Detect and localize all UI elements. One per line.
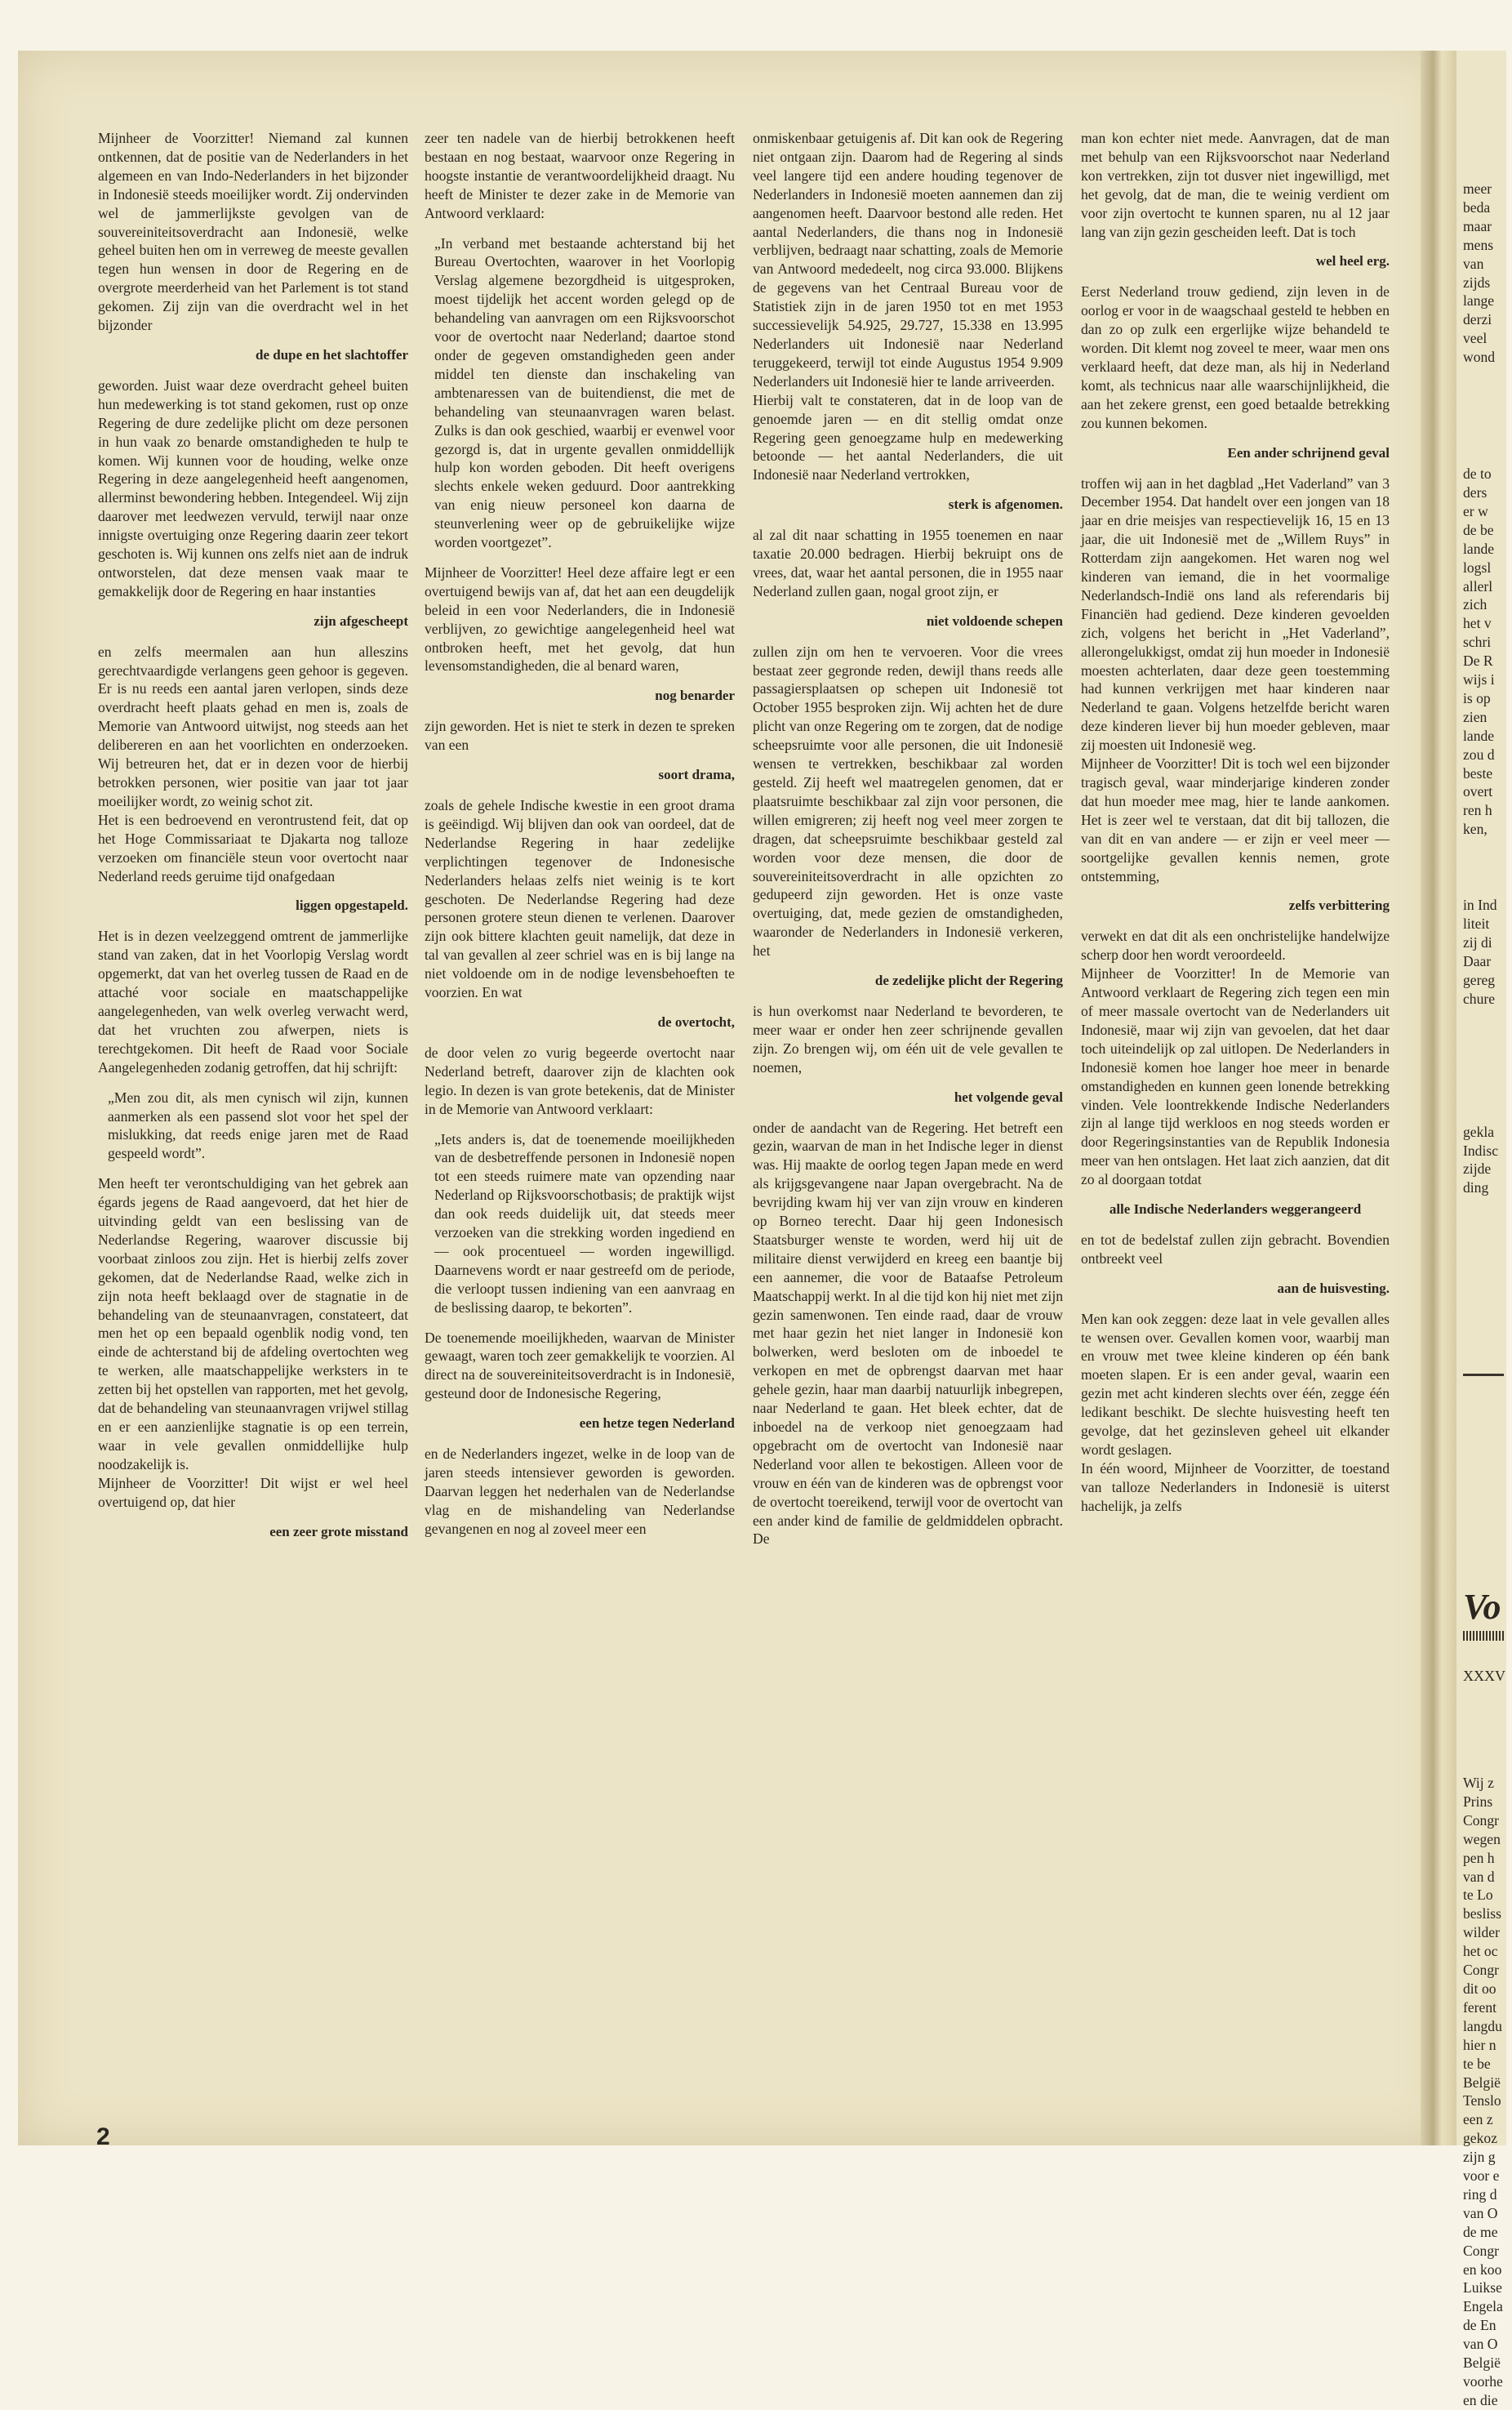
paragraph: onmiskenbaar getuigenis af. Dit kan ook de Regering niet ontgaan zijn. Daarom had de Regering al sinds veel langere tijd een andere houding tegenover de Nederlanders in Indonesië moeten aannemen dan zij aangenomen heeft. Daarvoor bestond alle reden. Het aantal Nederlanders, die thans nog in Indonesië verblijven, bedraagt naar schatting, zoals de Memorie van Antwoord mededeelt, nog circa 93.000. Blijkens de gegevens van het Centraal Bureau voor de Statistiek zijn in de jaren 1950 tot en met 1953 successievelijk 54.925, 29.727, 15.338 en 13.995 Nederlanders uit Indonesië naar Nederland teruggekeerd, terwijl tot einde Augustus 1954 9.909 Nederlanders uit Indonesië hier te lande arriveerden. — [753, 130, 1063, 390]
book-spine — [1421, 51, 1456, 2145]
paragraph: Mijnheer de Voorzitter! Heel deze affaire legt er een overtuigend bewijs van af, dat het aan een deugdelijk beleid in een voor Nederlanders, die in Indonesië verblijven, zo gewichtige aangelegenheid heel wat ontbroken heeft, met het gevolg, dat hun levensomstandigheden, die al benard waren, — [425, 564, 735, 675]
paragraph: verwekt en dat dit als een onchristelijke handelwijze scherp door hen wordt veroordeeld. — [1081, 928, 1390, 964]
adjacent-text-line: het v — [1463, 615, 1492, 632]
adjacent-text-line: ken, — [1463, 821, 1488, 838]
adjacent-text-line: voor e — [1463, 2167, 1500, 2185]
adjacent-text-line: van d — [1463, 1868, 1495, 1885]
adjacent-text-line: meer — [1463, 180, 1492, 197]
adjacent-text-line: maar — [1463, 217, 1492, 234]
adjacent-text-line: Prins — [1463, 1793, 1493, 1810]
adjacent-text-line: Indisc — [1463, 1142, 1498, 1159]
subheading: de zedelijke plicht der Regering — [874, 973, 1063, 989]
adjacent-text-line: Congr — [1463, 1811, 1499, 1829]
paragraph: geworden. Juist waar deze overdracht geheel buiten hun medewerking is tot stand gekomen, rust op onze Regering de dure zedelijke plicht om deze personen in hun vaak zo benarde omstandigheden te hulp te komen. Wij kunnen voor de houding, welke onze Regering in deze aangelegenheid heeft aangenomen, allerminst bewondering hebben. Integendeel. Wij zijn daarover met leedwezen vervuld, terwijl naar onze innigste overtuiging onze Regering daarin zeer tekort geschoten is. Wij kunnen ons zelfs niet aan de indruk ontworstelen, dat deze mensen vaak maar te gemakkelijk door de Regering en haar instanties — [98, 376, 408, 599]
adjacent-text-line: Tenslo — [1463, 2092, 1501, 2109]
adjacent-text-line: lande — [1463, 727, 1495, 744]
quotation: „Men zou dit, als men cynisch wil zijn, kunnen aanmerken als een passend slot voor het spel der mislukking, dat reeds enige jaren met de Raad gespeeld wordt”. — [108, 1089, 408, 1162]
quotation: „In verband met bestaande achterstand bij het Bureau Overtochten, waarover in het Voorlopig Verslag algemene bezorgdheid is uitgesproken, moest tijdelijk het accent worden gelegd op de behandeling van aanvragen om een Rijksvoorschot voor de overtocht naar Nederland; daartoe stond onder de gegeven omstandigheden geen ander middel ten dienste dan inschakeling van ambtenaressen van de buitendienst, die met de behandeling van steunaanvragen waren belast. Zulks is dan ook geschied, waarbij er evenwel voor gezorgd is, dat in urgente gevallen onmiddellijk hulp kon worden geboden. Dit heeft overigens slechts enkele weken geduurd. Door aantrekking van enig nieuw personeel kon daarna de steunverlening weer op de gebruikelijke wijze worden voortgezet”. — [434, 234, 735, 551]
adjacent-text-line: België — [1463, 2074, 1501, 2091]
adjacent-text-line: zien — [1463, 708, 1488, 725]
volume-fragment: XXXV — [1463, 1668, 1505, 1684]
paragraph: Men kan ook zeggen: deze laat in vele gevallen alles te wensen over. Gevallen komen voor, waarbij man en vrouw met twee kleine kinderen op één bank moeten slapen. Er is een ander geval, waarin een gezin met acht kinderen slechts over één, zegge één ledikant beschikt. De slechte huisvesting heeft ten gevolge, dat het gezinsleven geheel uit elkander wordt geslagen. — [1081, 1310, 1390, 1458]
subheading: nog benarder — [655, 688, 735, 704]
paragraph: al zal dit naar schatting in 1955 toenemen en naar taxatie 20.000 bedragen. Hierbij bekruipt ons de vrees, dat, waar het aantal personen, die in 1955 naar Nederland zullen gaan, nogal groot zijn, er — [753, 527, 1063, 599]
adjacent-page-fragment — [1456, 51, 1506, 2408]
page-number: 2 — [96, 2123, 110, 2150]
adjacent-text-line: De R — [1463, 653, 1493, 670]
adjacent-text-line: dit oo — [1463, 1980, 1496, 1997]
adjacent-text-line: de En — [1463, 2317, 1496, 2334]
adjacent-text-line: zou d — [1463, 746, 1495, 763]
adjacent-text-line: schri — [1463, 634, 1492, 651]
adjacent-text-line: te be — [1463, 2055, 1491, 2072]
adjacent-text-line: in Ind — [1463, 897, 1497, 914]
subheading: de dupe en het slachtoffer — [256, 346, 408, 363]
adjacent-text-line: overt — [1463, 783, 1493, 800]
adjacent-text-line: besliss — [1463, 1905, 1501, 1922]
paragraph: Het is een bedroevend en verontrustend feit, dat op het Hoge Commissariaat te Djakarta nog talloze verzoeken om financiële steun voor overtocht naar Nederland reeds geruime tijd onafgedaan — [98, 811, 408, 884]
adjacent-text-line: wijs i — [1463, 671, 1495, 688]
paragraph: De toenemende moeilijkheden, waarvan de Minister gewaagt, waren toch zeer gemakkelijk te voorzien. Al direct na de souvereiniteitsoverdracht is in Indonesië, gesteund door de Indonesische Regering, — [425, 1329, 735, 1402]
subheading: liggen opgestapeld. — [296, 898, 408, 914]
paragraph: zoals de gehele Indische kwestie in een groot drama is geëindigd. Wij blijven dan ook van oordeel, dat de Nederlandse Regering in haar zedelijke verplichtingen tegenover de Indonesische Nederlanders helaas zelfs niet weinig is te kort geschoten. De Nederlandse Regering had deze personen grotere steun dienen te verlenen. Daarover zijn ook bittere klachten geuit namelijk, dat deze in tal van gevallen al zeer schriel was en is bij lange na niet voldoende om in de nodige levensbehoeften te voorzien. En wat — [425, 797, 735, 1001]
adjacent-text-line: veel — [1463, 330, 1488, 347]
subheading: zijn afgescheept — [314, 613, 408, 629]
adjacent-text-line: van O — [1463, 2204, 1498, 2221]
adjacent-text-line: van — [1463, 255, 1484, 272]
adjacent-text-line: voorhe — [1463, 2373, 1503, 2390]
adjacent-text-line: van O — [1463, 2336, 1498, 2353]
adjacent-text-line: ding — [1463, 1179, 1489, 1196]
adjacent-text-block — [1463, 1123, 1512, 1198]
paragraph: Mijnheer de Voorzitter! Dit wijst er wel heel overtuigend op, dat hier — [98, 1474, 408, 1510]
adjacent-text-line: liteit — [1463, 915, 1490, 933]
adjacent-text-line: wond — [1463, 349, 1496, 366]
adjacent-text-line: beste — [1463, 764, 1493, 782]
adjacent-text-line: de me — [1463, 2223, 1498, 2240]
adjacent-text-line: zijde — [1463, 1160, 1492, 1178]
paragraph: onder de aandacht van de Regering. Het betreft een gezin, waarvan de man in het Indische leger in dienst was. Hij maakte de oorlog tegen Japan mede en werd als krijgsgevangene naar Japan overgebracht. Na de bevrijding kwam hij ver van zijn vrouw en kinderen op Borneo terecht. Daar hij geen Indonesisch Staatsburger wenste te worden, werd hij uit de militaire dienst verwijderd en kreeg een baantje bij een aannemer, die voor de Bataafse Petroleum Maatschappij werkt. In al die tijd kon hij niet met zijn gezin samenwonen. Ten einde raad, daar de vrouw met haar gezin het niet langer in Indonesië kon bolwerken, werd besloten om de inboedel te verkopen en met de opbrengst daarvan met haar gehele gezin, haar man daarbij natuurlijk inbegrepen, naar Nederland te gaan. Het bleek echter, dat de inboedel na de verkoop niet genoegzaam had opgebracht om de overtocht van Indonesië naar Nederland voor allen te bekostigen. Alleen voor de vrouw en één van de kinderen was de opbrengst voor de overtocht toereikend, terwijl voor de overtocht van een ander kind de familie de geldmiddelen opbracht. De — [753, 1119, 1063, 1548]
paragraph: Het is in dezen veelzeggend omtrent de jammerlijke stand van zaken, dat in het Voorlopig Verslag wordt opgemerkt, dat van het overleg tussen de Raad en de attaché voor sociale en maatschappelijke aangelegenheden, van welk overleg verwacht werd, dat het vruchten zou afwerpen, niets is terechtgekomen. Dit heeft de Raad voor Sociale Aangelegenheden zodanig getroffen, dat hij schrijft: — [98, 928, 408, 1076]
column-3 — [753, 129, 1063, 1548]
subheading: sterk is afgenomen. — [948, 497, 1063, 513]
adjacent-text-line: Wij z — [1463, 1775, 1494, 1791]
paragraph: de door velen zo vurig begeerde overtocht naar Nederland betreft, daarover zijn de klachten ook legio. In dezen is van grote betekenis, dat de Minister in de Memorie van Antwoord verklaart: — [425, 1044, 735, 1117]
adjacent-text-line: zich — [1463, 596, 1488, 613]
adjacent-text-line: ders — [1463, 483, 1488, 501]
subheading: Een ander schrijnend geval — [1227, 444, 1390, 461]
adjacent-text-line: langdu — [1463, 2017, 1502, 2034]
adjacent-page-text — [1463, 180, 1512, 1197]
subheading: alle Indische Nederlanders weggerangeerd — [1109, 1201, 1362, 1218]
subheading: zelfs verbittering — [1288, 898, 1390, 914]
adjacent-text-line: Engela — [1463, 2298, 1503, 2315]
quotation: „Iets anders is, dat de toenemende moeilijkheden van de desbetreffende personen in Indonesië nopen tot een steeds ruimere mate van opzending naar Nederland op Rijksvoorschotbasis; de praktijk wijst dan ook reeds duidelijk uit, dat steeds meer verzoeken van die strekking worden ingediend en — ook procentueel — worden ingewilligd. Daarnevens wordt er naar gestreefd om de periode, die verloopt tussen indiening van een aanvraag en de beslissing daarop, te bekorten”. — [434, 1130, 735, 1316]
paragraph: Hierbij valt te constateren, dat in de loop van de genoemde jaren — en dit stellig omdat onze Regering geen genoegzame hulp en medewerking betoonde — het aantal Nederlanders, die uit Indonesië naar Nederland vertrokken, — [753, 391, 1063, 483]
subheading: het volgende geval — [954, 1089, 1063, 1105]
adjacent-text-line: Congr — [1463, 1962, 1499, 1979]
adjacent-text-line: ferent — [1463, 1998, 1497, 2016]
adjacent-text-line: te Lo — [1463, 1887, 1493, 1904]
paragraph: zijn geworden. Het is niet te sterk in dezen te spreken van een — [425, 718, 735, 754]
subheading: een hetze tegen Nederland — [579, 1415, 735, 1432]
adjacent-text-line: zijn g — [1463, 2149, 1496, 2166]
adjacent-text-line: wegen — [1463, 1830, 1501, 1847]
adjacent-text-line: en koo — [1463, 2261, 1502, 2278]
adjacent-text-line: en die — [1463, 2391, 1498, 2408]
divider — [1463, 1374, 1504, 1376]
adjacent-text-line: lande — [1463, 540, 1495, 557]
paragraph: en tot de bedelstaf zullen zijn gebracht. Bovendien ontbreekt veel — [1081, 1231, 1390, 1267]
adjacent-text-line: België — [1463, 2354, 1501, 2372]
adjacent-text-line: een z — [1463, 2111, 1493, 2128]
adjacent-text-line: het oc — [1463, 1943, 1498, 1960]
adjacent-text-line: Congr — [1463, 2242, 1499, 2259]
column-1 — [98, 129, 408, 1552]
paragraph: Mijnheer de Voorzitter! Dit is toch wel een bijzonder tragisch geval, waar minderjarige kinderen zonder dat hun moeder mee mag, hier te lande aankomen. Het is zeer wel te verstaan, dat dit bij tallozen, die van dit en van andere — er zijn er veel meer — soortgelijke gevallen kennis nemen, grote ontstemming, — [1081, 755, 1390, 884]
adjacent-text-line: pen h — [1463, 1849, 1495, 1866]
paragraph: Mijnheer de Voorzitter! In de Memorie van Antwoord verklaart de Regering zich tegen een min of meer massale overtocht van de Nederlanders uit Indonesië, maar wij zijn van gevoelen, dat het daar toch uiteindelijk op zal uitlopen. De Nederlanders in Indonesië komen hoe langer hoe meer in benarde omstandigheden en kunnen geen lonende betrekking vinden. Vele loontrekkende Indische Nederlanders zijn al lange tijd werkloos en nog steeds worden er door Regeringsinstanties van de Republik Indonesia meer van hen ontslagen. Het laat zich aanzien, dat dit zo al doorgaan totdat — [1081, 965, 1390, 1188]
adjacent-text-line: de to — [1463, 466, 1492, 483]
paragraph: en zelfs meermalen aan hun alleszins gerechtvaardigde verlangens geen gehoor is gegeven. Er is nu reeds een aantal jaren verlopen, sinds deze overdracht heeft plaats gehad en men is, zoals de Memorie van Antwoord uitwijst, nog steeds aan het delibereren en aan het voorlichten en onderzoeken. Wij betreuren het, dat er in dezen voor de hierbij betrokken personen, wier positie van jaar tot jaar moeilijker wordt, zo weinig schot zit. — [98, 643, 408, 809]
adjacent-text-block — [1463, 896, 1512, 1008]
adjacent-text-line: mens — [1463, 236, 1494, 253]
adjacent-text-line: Daar — [1463, 952, 1492, 969]
subheading: soort drama, — [658, 767, 735, 783]
adjacent-text-line: is op — [1463, 689, 1491, 706]
column-4 — [1081, 129, 1390, 1516]
ornament-stripes — [1463, 1631, 1504, 1641]
paragraph: is hun overkomst naar Nederland te bevorderen, te meer waar er onder hen zeer schrijnende gevallen zijn. Zo brengen wij, om één uit de vele gevallen te noemen, — [753, 1002, 1063, 1076]
adjacent-text-line: er w — [1463, 502, 1488, 519]
adjacent-text-line: allerl — [1463, 577, 1493, 595]
adjacent-text-line: ren h — [1463, 802, 1492, 819]
subheading: een zeer grote misstand — [269, 1523, 408, 1539]
adjacent-text-line: ring d — [1463, 2185, 1497, 2203]
adjacent-text-line: gereg — [1463, 971, 1496, 988]
paragraph: Men heeft ter verontschuldiging van het gebrek aan égards jegens de Raad aangevoerd, dat het hier de uitvinding geldt van een beslissing van de Nederlandse Regering, waarover discussie bij voorbaat zinloos zou zijn. Het is hierbij zelfs zover gekomen, dat de Nederlandse Raad, welke zich in zijn nota heeft beklaagd over de stagnatie in de behandeling van de steunaanvragen, constateert, dat men het op een bepaald ogenblik nodig vond, ten einde de achterstand bij de afdeling overtochten weg te werken, alle maatschappelijke werksters in te zetten bij het opstellen van rapporten, met het gevolg, dat de behandeling van steunaanvragen vrijwel stillag en er een aanzienlijke stagnatie is op een terrein, waar in vele gevallen onmiddellijke hulp noodzakelijk is. — [98, 1175, 408, 1472]
adjacent-text-line: zij di — [1463, 934, 1492, 951]
subheading: wel heel erg. — [1315, 253, 1390, 270]
column-2 — [425, 129, 735, 1539]
adjacent-text-line: hier n — [1463, 2036, 1496, 2053]
adjacent-text-block — [1463, 465, 1512, 839]
adjacent-text-line: chure — [1463, 990, 1496, 1007]
adjacent-text-block — [1463, 1774, 1503, 2410]
paragraph: zullen zijn om hen te vervoeren. Voor die vrees bestaat zeer gegronde reden, dewijl thans reeds alle passagiersplaatsen op schepen uit Indonesië tot October 1955 besproken zijn. Wij achten het de dure plicht van onze Regering om te zorgen, dat de nodige scheepsruimte voor alle personen, die uit Indonesië wensen te vertrekken, beschikbaar zal worden gesteld. Zij heeft wel maatregelen genomen, dat er plaatsruimte beschikbaar zal zijn voor personen, die willen emigreren; zij heeft nog veel meer zorgen te dragen, dat scheepsruimte beschikbaar gesteld zal worden voor deze mensen, die door de souvereiniteitsoverdracht in alle opzichten zo gedupeerd zijn geworden. Het is onze vaste overtuiging, dat, mede gezien de omstandigheden, waaronder de Nederlanders in Indonesië verkeren, het — [753, 643, 1063, 960]
subheading: niet voldoende schepen — [926, 613, 1063, 629]
subheading: aan de huisvesting. — [1277, 1280, 1390, 1296]
masthead-fragment: Vo — [1463, 1587, 1501, 1627]
paragraph: In één woord, Mijnheer de Voorzitter, de toestand van talloze Nederlanders in Indonesië is uiterst hachelijk, ja zelfs — [1081, 1459, 1390, 1514]
adjacent-text-line: zijds — [1463, 274, 1491, 291]
adjacent-text-line: beda — [1463, 198, 1491, 216]
adjacent-text-line: Luikse — [1463, 2279, 1502, 2296]
paragraph: en de Nederlanders ingezet, welke in de loop van de jaren steeds intensiever geworden is geworden. Daarvan leggen het nederhalen van de Nederlandse vlag en de mishandeling van Nederlandse gevangenen en nog al zoveel meer een — [425, 1446, 735, 1537]
adjacent-text-line: gekla — [1463, 1123, 1495, 1140]
adjacent-text-line: lange — [1463, 292, 1495, 310]
adjacent-text-block — [1463, 180, 1512, 367]
paragraph: man kon echter niet mede. Aanvragen, dat de man met behulp van een Rijksvoorschot naar Nederland kon vertrekken, zijn tot dusver niet ingewilligd, met het gevolg, dat de man, die te weinig verdient om voor zijn overtocht te kunnen sparen, nu al 12 jaar lang van zijn gezin gescheiden leeft. Dat is toch — [1081, 130, 1390, 240]
adjacent-text-line: wilder — [1463, 1924, 1500, 1941]
paragraph: Mijnheer de Voorzitter! Niemand zal kunnen ontkennen, dat de positie van de Nederlanders in het algemeen en van Indo-Nederlanders in het bijzonder in Indonesië steeds moeilijker wordt. Zij ondervinden wel de jammerlijkste gevolgen van de souvereiniteitsoverdracht aan Indonesië, welke geheel buiten hen om in verreweg de meeste gevallen tegen hun wensen in door de Regering en de overgrote meerderheid van het Parlement is tot stand gekomen. Zij zijn van die overdracht wel in het bijzonder — [98, 130, 408, 334]
paragraph: troffen wij aan in het dagblad „Het Vaderland” van 3 December 1954. Dat handelt over een jongen van 18 jaar en drie meisjes van respectievelijk 16, 15 en 13 jaar, die uit Indonesië met de „Willem Ruys” in Rotterdam zijn aangekomen. Het waren nog wel kinderen van iemand, die in het voormalige Nederlandsch-Indië ons land als referendaris bij Financiën had gediend. Deze kinderen gevoelden zich, volgens het bericht in „Het Vaderland”, allerongelukkigst, omdat zij hun moeder in Indonesië moesten achterlaten, daar deze geen toestemming had kunnen verkrijgen met haar kinderen naar Nederland te gaan. Volgens hetzelfde bericht waren deze kinderen liever bij hun moeder gebleven, maar zij moesten uit Indonesië weg. — [1081, 474, 1390, 754]
adjacent-text-line: logsl — [1463, 559, 1492, 576]
subheading: de overtocht, — [657, 1013, 735, 1030]
adjacent-text-line: de be — [1463, 521, 1494, 538]
adjacent-text-line: derzi — [1463, 311, 1492, 328]
adjacent-text-line: gekoz — [1463, 2130, 1498, 2147]
paragraph: Eerst Nederland trouw gediend, zijn leven in de oorlog er voor in de waagschaal gesteld te hebben en dan zo op zulk een ergerlijke wijze behandeld te worden. Dit klemt nog zoveel te meer, waar men ons verklaard heeft, dat deze man, als hij in Nederland komt, als technicus naar alle waarschijnlijkheid, die aan het zekere grenst, een goed betaalde betrekking zou kunnen bekomen. — [1081, 283, 1390, 431]
paragraph: zeer ten nadele van de hierbij betrokkenen heeft bestaan en nog bestaat, waarvoor onze Regering in hoogste instantie de verantwoordelijkheid draagt. Nu heeft de Minister te dezer zake in de Memorie van Antwoord verklaard: — [425, 130, 735, 221]
